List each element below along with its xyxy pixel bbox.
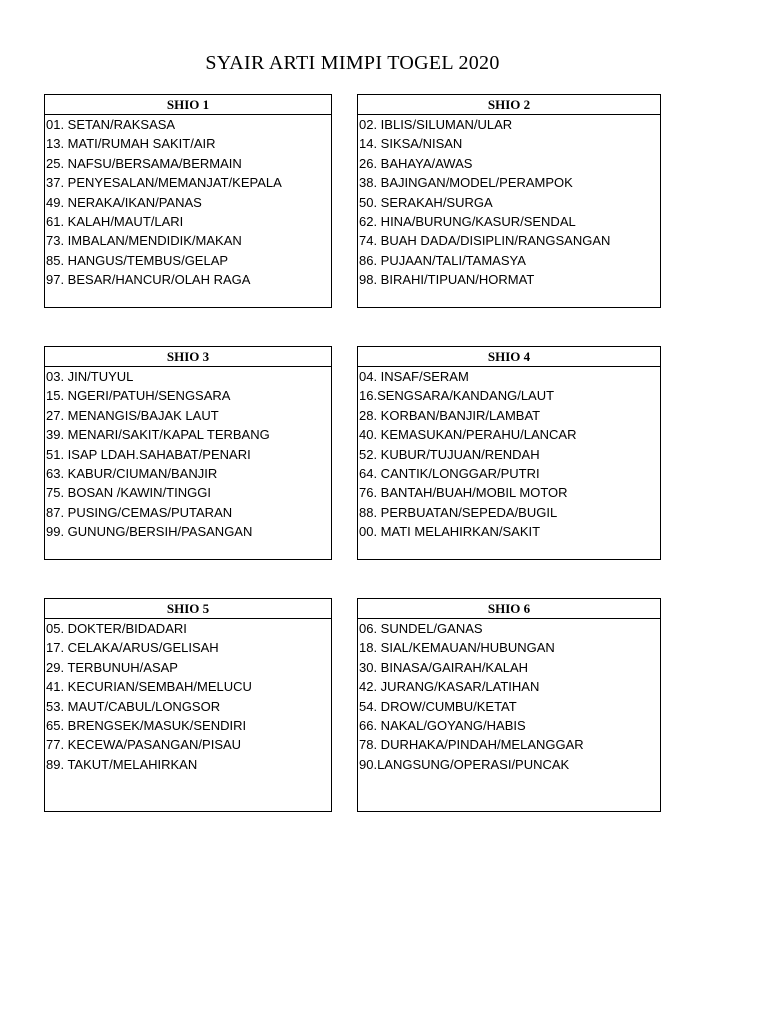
list-item: 99. GUNUNG/BERSIH/PASANGAN — [46, 524, 253, 540]
list-item: 13. MATI/RUMAH SAKIT/AIR — [46, 136, 216, 152]
list-item: 85. HANGUS/TEMBUS/GELAP — [46, 252, 229, 268]
list-item: 25. NAFSU/BERSAMA/BERMAIN — [46, 155, 242, 171]
list-item: 76. BANTAH/BUAH/MOBIL MOTOR — [359, 485, 568, 501]
page-title: SYAIR ARTI MIMPI TOGEL 2020 — [205, 52, 500, 74]
list-item: 73. IMBALAN/MENDIDIK/MAKAN — [46, 233, 242, 249]
shio-table-6 — [357, 598, 661, 812]
list-item: 64. CANTIK/LONGGAR/PUTRI — [359, 466, 540, 482]
list-item: 53. MAUT/CABUL/LONGSOR — [46, 698, 221, 714]
list-item: 86. PUJAAN/TALI/TAMASYA — [359, 252, 526, 268]
list-item: 78. DURHAKA/PINDAH/MELANGGAR — [359, 737, 584, 753]
list-item: 30. BINASA/GAIRAH/KALAH — [359, 659, 529, 675]
list-item: 63. KABUR/CIUMAN/BANJIR — [46, 466, 218, 482]
list-item: 90.LANGSUNG/OPERASI/PUNCAK — [359, 756, 570, 772]
shio-list — [358, 619, 660, 774]
list-item: 98. BIRAHI/TIPUAN/HORMAT — [359, 272, 535, 288]
list-item: 40. KEMASUKAN/PERAHU/LANCAR — [359, 427, 577, 443]
list-item: 61. KALAH/MAUT/LARI — [46, 214, 184, 230]
shio-list — [45, 619, 331, 774]
list-item: 75. BOSAN /KAWIN/TINGGI — [46, 485, 211, 501]
list-item: 41. KECURIAN/SEMBAH/MELUCU — [46, 679, 252, 695]
list-item: 87. PUSING/CEMAS/PUTARAN — [46, 504, 233, 520]
list-item: 77. KECEWA/PASANGAN/PISAU — [46, 737, 242, 753]
shio-list — [45, 115, 331, 290]
list-item: 88. PERBUATAN/SEPEDA/BUGIL — [359, 504, 558, 520]
list-item: 00. MATI MELAHIRKAN/SAKIT — [359, 524, 541, 540]
list-item: 42. JURANG/KASAR/LATIHAN — [359, 679, 540, 695]
list-item: 37. PENYESALAN/MEMANJAT/KEPALA — [46, 175, 282, 191]
shio-table-1 — [44, 94, 332, 308]
list-item: 17. CELAKA/ARUS/GELISAH — [46, 640, 219, 656]
list-item: 50. SERAKAH/SURGA — [359, 194, 493, 210]
shio-list — [358, 367, 660, 542]
shio-table-2 — [357, 94, 661, 308]
list-item: 04. INSAF/SERAM — [359, 369, 469, 384]
shio-list — [358, 115, 660, 290]
shio-header: SHIO 4 — [358, 347, 660, 367]
list-item: 89. TAKUT/MELAHIRKAN — [46, 756, 198, 772]
list-item: 26. BAHAYA/AWAS — [359, 155, 473, 171]
list-item: 62. HINA/BURUNG/KASUR/SENDAL — [359, 214, 576, 230]
list-item: 01. SETAN/RAKSASA — [46, 117, 176, 132]
list-item: 39. MENARI/SAKIT/KAPAL TERBANG — [46, 427, 270, 443]
shio-list — [45, 367, 331, 542]
list-item: 51. ISAP LDAH.SAHABAT/PENARI — [46, 446, 251, 462]
list-item: 16.SENGSARA/KANDANG/LAUT — [359, 388, 555, 404]
list-item: 29. TERBUNUH/ASAP — [46, 659, 178, 675]
list-item: 74. BUAH DADA/DISIPLIN/RANGSANGAN — [359, 233, 611, 249]
shio-table-4 — [357, 346, 661, 560]
list-item: 49. NERAKA/IKAN/PANAS — [46, 194, 202, 210]
shio-header: SHIO 5 — [45, 599, 331, 619]
list-item: 97. BESAR/HANCUR/OLAH RAGA — [46, 272, 251, 288]
list-item: 65. BRENGSEK/MASUK/SENDIRI — [46, 718, 247, 734]
shio-header: SHIO 1 — [45, 95, 331, 115]
list-item: 66. NAKAL/GOYANG/HABIS — [359, 718, 526, 734]
list-item: 38. BAJINGAN/MODEL/PERAMPOK — [359, 175, 573, 191]
list-item: 15. NGERI/PATUH/SENGSARA — [46, 388, 231, 404]
list-item: 05. DOKTER/BIDADARI — [46, 621, 187, 636]
shio-header: SHIO 2 — [358, 95, 660, 115]
list-item: 52. KUBUR/TUJUAN/RENDAH — [359, 446, 540, 462]
list-item: 03. JIN/TUYUL — [46, 369, 134, 384]
shio-table-3 — [44, 346, 332, 560]
list-item: 27. MENANGIS/BAJAK LAUT — [46, 407, 219, 423]
list-item: 18. SIAL/KEMAUAN/HUBUNGAN — [359, 640, 555, 656]
shio-header: SHIO 6 — [358, 599, 660, 619]
list-item: 14. SIKSA/NISAN — [359, 136, 463, 152]
list-item: 54. DROW/CUMBU/KETAT — [359, 698, 517, 714]
list-item: 28. KORBAN/BANJIR/LAMBAT — [359, 407, 541, 423]
shio-table-5 — [44, 598, 332, 812]
list-item: 06. SUNDEL/GANAS — [359, 621, 483, 636]
shio-header: SHIO 3 — [45, 347, 331, 367]
list-item: 02. IBLIS/SILUMAN/ULAR — [359, 117, 513, 132]
